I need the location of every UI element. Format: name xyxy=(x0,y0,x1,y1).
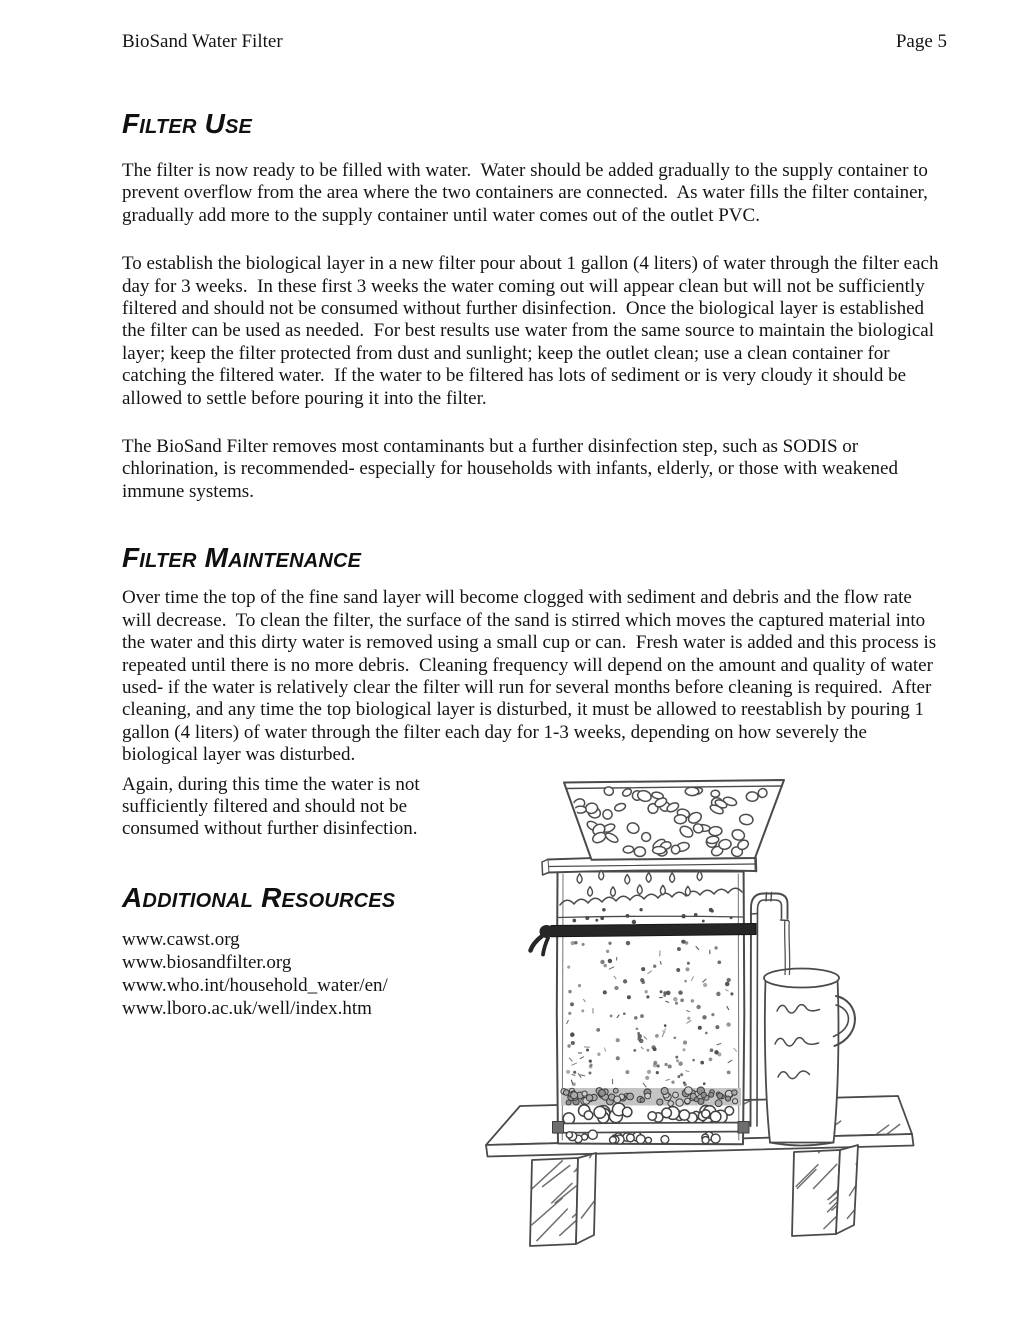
paragraph-filter-use-3: The BioSand Filter removes most contaminants but a further disinfection step, such as SODIS or chlorination, is recommended- especially for households with infants, elderly, or those with weakened immune systems. xyxy=(122,436,903,502)
resource-link[interactable]: www.biosandfilter.org xyxy=(122,951,292,973)
paragraph-filter-use-2: To establish the biological layer in a new filter pour about 1 gallon (4 liters) of water through the filter each day for 3 weeks. In these first 3 weeks the water coming out will appear clean but will not be sufficiently filtered and should not be consumed without further disinfection. Once the biological layer is established the filter can be used as needed. For best results use water from the same source to maintain the biological layer; keep the filter protected from dust and sunlight; keep the outlet clean; use a clean container for catching the filtered water. If the water to be filtered has lots of sediment or is very cloudy it should be allowed to settle before pouring it into the filter. xyxy=(122,253,944,409)
paragraph-maintenance-continued: Again, during this time the water is not sufficiently filtered and should not be consumed without further disinfection. xyxy=(122,773,425,840)
tie-band xyxy=(551,923,756,936)
water-stream xyxy=(785,921,790,975)
diffuser-basin xyxy=(564,780,784,860)
running-header xyxy=(0,0,1024,53)
page-number: Page 5 xyxy=(895,31,947,52)
filter-container xyxy=(531,856,757,1143)
biosand-filter-illustration xyxy=(474,774,926,1264)
resource-links xyxy=(122,928,474,1020)
resource-link[interactable]: www.who.int/household_water/en/ xyxy=(122,974,388,996)
paragraph-filter-use-1: The filter is now ready to be filled with water. Water should be added gradually to the supply container to prevent overflow from the area where the two containers are connected. As water fills the filter container, gradually add more to the supply container until water comes out of the outlet PVC. xyxy=(122,160,933,226)
bottom-section xyxy=(122,774,942,1264)
section-heading-filter-use: Filter Use xyxy=(122,108,253,139)
right-column xyxy=(474,774,942,1264)
resource-link[interactable]: www.cawst.org xyxy=(122,928,240,950)
resource-link[interactable]: www.lboro.ac.uk/well/index.htm xyxy=(122,997,372,1019)
section-heading-filter-maintenance: Filter Maintenance xyxy=(122,542,362,574)
page-content xyxy=(122,109,942,1264)
left-column xyxy=(122,774,474,1264)
paragraph-maintenance-1: Over time the top of the fine sand layer will become clogged with sediment and debris and the flow rate will decrease. To clean the filter, the surface of the sand is stirred which moves the captured material into the water and this dirty water is removed using a small cup or can. Fresh water is added and this process is repeated until there is no more debris. Cleaning frequency will depend on the amount and quality of water used- if the water is relatively clear the filter will run for several months before cleaning is required. After cleaning, and any time the top biological layer is disturbed, it must be allowed to reestablish by pouring 1 gallon (4 liters) of water through the filter each day for 1-3 weeks, depending on how severely the biological layer was disturbed. xyxy=(122,587,941,766)
document-title: BioSand Water Filter xyxy=(122,31,283,52)
section-heading-additional-resources: Additional Resources xyxy=(122,881,396,913)
